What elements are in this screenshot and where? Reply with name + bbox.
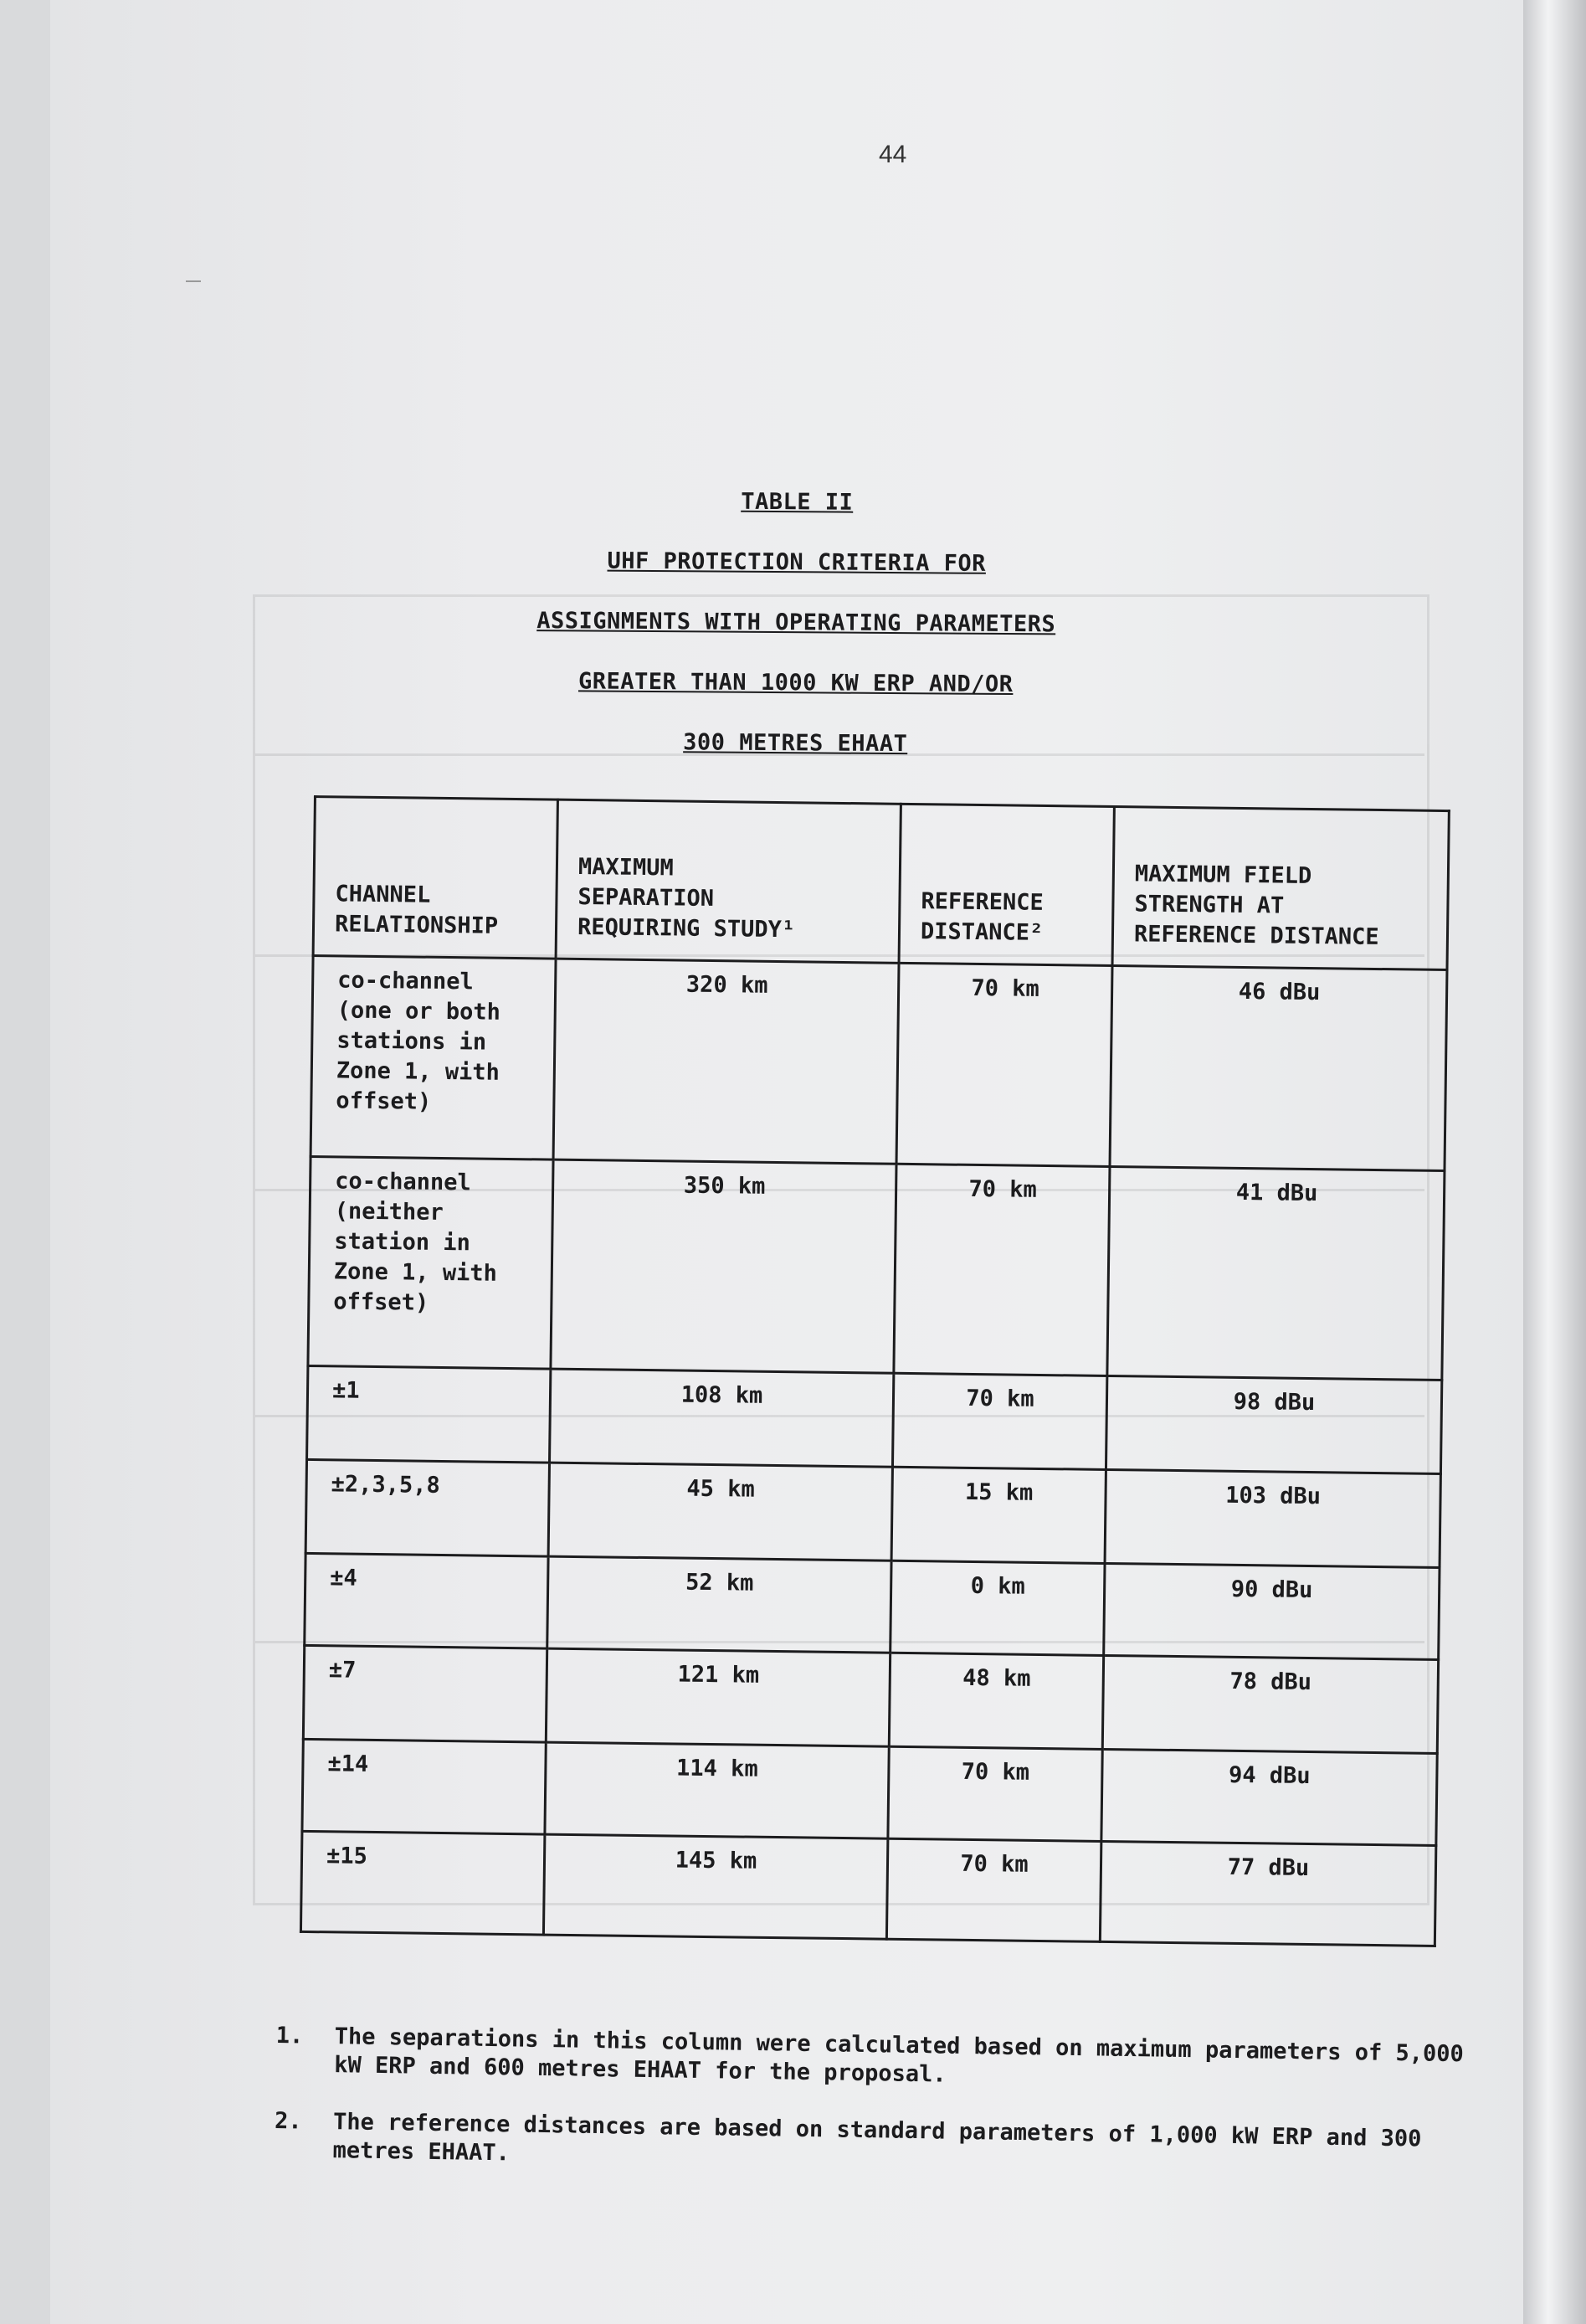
cell-max-separation: 145 km <box>543 1834 887 1939</box>
cell-max-separation: 350 km <box>551 1159 896 1373</box>
title-line: TABLE II <box>741 488 854 516</box>
table-row <box>303 1645 1438 1753</box>
cell-max-field-strength: 103 dBu <box>1105 1469 1440 1567</box>
table-row <box>305 1553 1440 1659</box>
footnote-text: The separations in this column were calculated based on maximum parameters of 5,000 kW ERP and 600 metres EHAAT for the proposal. <box>333 2023 1465 2088</box>
cell-channel-relationship: ±2,3,5,8 <box>305 1459 549 1556</box>
header-maximum-field-strength: MAXIMUM FIELD STRENGTH AT REFERENCE DISTANCE <box>1112 807 1449 970</box>
cell-max-separation: 52 km <box>547 1556 891 1653</box>
cell-reference-distance: 70 km <box>892 1373 1106 1469</box>
title-line: UHF PROTECTION CRITERIA FOR <box>607 548 987 577</box>
cell-reference-distance: 70 km <box>888 1746 1102 1841</box>
cell-max-field-strength: 41 dBu <box>1107 1166 1445 1380</box>
footnote-text: The reference distances are based on standard parameters of 1,000 kW ERP and 300 metres EHAAT. <box>332 2109 1422 2167</box>
footnote-number: 1. <box>275 2022 304 2049</box>
table-row <box>308 1156 1445 1380</box>
cell-max-field-strength: 46 dBu <box>1110 966 1447 1171</box>
cell-reference-distance: 15 km <box>891 1467 1106 1563</box>
table-row <box>305 1459 1440 1567</box>
title-line: 300 METRES EHAAT <box>683 729 908 758</box>
table-row <box>311 956 1447 1171</box>
cell-max-field-strength: 94 dBu <box>1101 1749 1437 1845</box>
footnote <box>274 2107 1471 2183</box>
book-spine-edge <box>1523 0 1586 2324</box>
cell-reference-distance: 0 km <box>891 1560 1105 1655</box>
cell-max-field-strength: 98 dBu <box>1106 1375 1441 1473</box>
table-row <box>307 1365 1442 1473</box>
cell-max-separation: 45 km <box>548 1463 892 1560</box>
cell-channel-relationship: ±14 <box>302 1739 546 1834</box>
cell-channel-relationship: co-channel (neither station in Zone 1, with offset) <box>308 1156 553 1369</box>
footnotes <box>274 2022 1473 2211</box>
cell-max-separation: 320 km <box>553 959 899 1164</box>
cell-channel-relationship: ±7 <box>303 1645 547 1742</box>
header-reference-distance: REFERENCE DISTANCE² <box>899 804 1114 965</box>
cell-reference-distance: 70 km <box>896 963 1112 1166</box>
cell-max-separation: 114 km <box>545 1742 889 1838</box>
cell-reference-distance: 70 km <box>894 1164 1110 1375</box>
table-header-row <box>313 797 1449 970</box>
cell-channel-relationship: ±15 <box>300 1831 544 1935</box>
cell-max-field-strength: 77 dBu <box>1100 1841 1435 1946</box>
scan-mark <box>186 280 201 282</box>
header-maximum-separation: MAXIMUM SEPARATION REQUIRING STUDY¹ <box>556 800 901 963</box>
protection-criteria-table-wrapper <box>300 795 1448 1947</box>
cell-channel-relationship: ±4 <box>305 1553 548 1648</box>
cell-max-separation: 121 km <box>546 1648 890 1746</box>
cell-reference-distance: 70 km <box>886 1838 1101 1941</box>
cell-channel-relationship: co-channel (one or both stations in Zone 1, with offset) <box>311 956 556 1160</box>
table-row <box>302 1739 1437 1845</box>
title-line: ASSIGNMENTS WITH OPERATING PARAMETERS <box>536 608 1056 638</box>
table-row <box>300 1831 1435 1946</box>
footnote-number: 2. <box>274 2107 302 2135</box>
title-line: GREATER THAN 1000 KW ERP AND/OR <box>577 668 1014 698</box>
protection-criteria-table <box>300 795 1450 1947</box>
cell-max-separation: 108 km <box>550 1369 894 1467</box>
page-number: 44 <box>879 141 907 168</box>
cell-reference-distance: 48 km <box>889 1653 1103 1749</box>
cell-max-field-strength: 90 dBu <box>1104 1563 1440 1659</box>
cell-max-field-strength: 78 dBu <box>1102 1655 1438 1753</box>
cell-channel-relationship: ±1 <box>307 1365 551 1463</box>
header-channel-relationship: CHANNEL RELATIONSHIP <box>313 797 557 959</box>
